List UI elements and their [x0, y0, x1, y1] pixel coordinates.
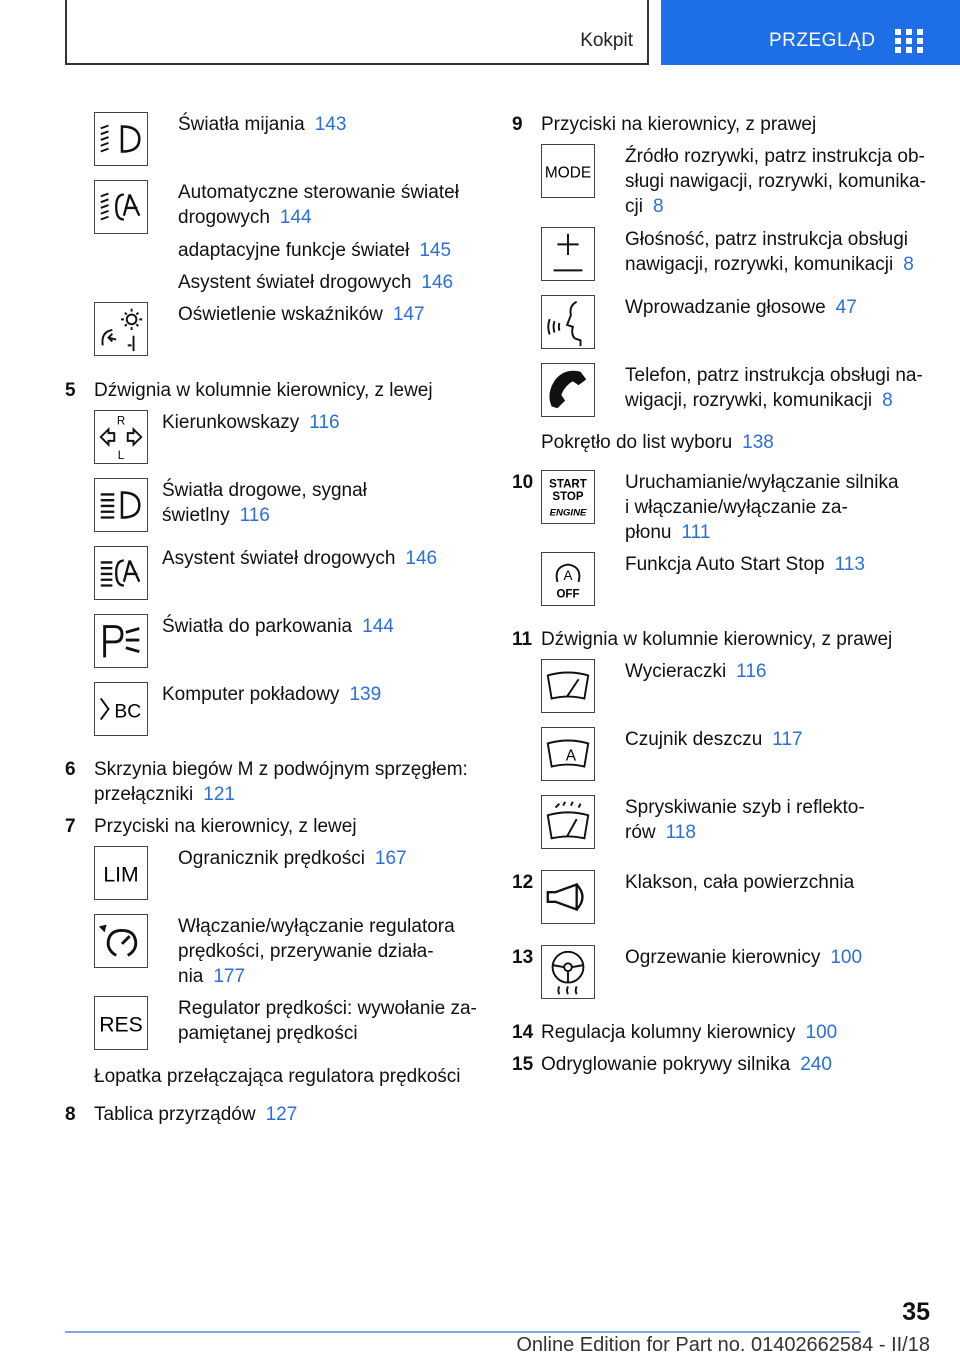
rain-sensor-label: Czujnik deszczu 117	[625, 729, 803, 750]
wiper-icon	[541, 659, 595, 713]
page-ref[interactable]: 117	[772, 729, 803, 750]
auto-high-beam-label-line2: drogowych 144	[178, 207, 312, 228]
page-ref[interactable]: 116	[239, 505, 270, 526]
speed-limiter-icon	[94, 846, 148, 900]
onboard-computer-icon	[94, 682, 148, 736]
resume-speed-label-line1: Regulator prędkości: wywołanie za-	[178, 998, 477, 1019]
steering-wheel-heating-icon	[541, 945, 595, 999]
phone-label-line1: Telefon, patrz instrukcja obsługi na-	[625, 365, 923, 386]
section-number: 15	[512, 1054, 534, 1075]
page-ref[interactable]: 8	[652, 196, 664, 217]
washer-icon	[541, 795, 595, 849]
voice-input-label: Wprowadzanie głosowe 47	[625, 297, 857, 318]
voice-input-icon	[541, 295, 595, 349]
section-number: 12	[512, 872, 534, 893]
header-tab-label: PRZEGLĄD	[769, 30, 876, 51]
wiper-label: Wycieraczki 116	[625, 661, 767, 682]
volume-label-line2: nawigacji, rozrywki, komunikacji 8	[625, 254, 914, 275]
rain-sensor-icon	[541, 727, 595, 781]
volume-icon	[541, 227, 595, 281]
icon-text-bc: BC	[114, 701, 142, 723]
instrument-lighting-label: Oświetlenie wskaźników 147	[178, 304, 425, 325]
parking-lights-icon	[94, 614, 148, 668]
section-number: 5	[65, 380, 76, 401]
onboard-computer-label: Komputer pokładowy 139	[162, 684, 382, 705]
footer-edition: Online Edition for Part no. 01402662584 - II/18	[516, 1334, 930, 1356]
auto-start-stop-label: Funkcja Auto Start Stop 113	[625, 554, 865, 575]
section-title: Skrzynia biegów M z podwójnym sprzęgłem:	[94, 759, 468, 780]
start-stop-engine-icon	[541, 470, 595, 524]
icon-text-stop: STOP	[552, 490, 584, 503]
icon-text-start: START	[549, 478, 587, 491]
cruise-control-label-line3: nia 177	[178, 966, 246, 987]
page-ref[interactable]: 47	[835, 297, 857, 318]
page-ref[interactable]: 127	[265, 1104, 298, 1125]
volume-label-line1: Głośność, patrz instrukcja obsługi	[625, 229, 909, 250]
section-number: 7	[65, 816, 76, 837]
page-ref[interactable]: 116	[736, 661, 767, 682]
horn-label: Klakson, cała powierzchnia	[625, 872, 855, 893]
entertainment-source-label-line1: Źródło rozrywki, patrz instrukcja ob-	[625, 146, 925, 167]
page-number: 35	[902, 1298, 930, 1326]
page-ref[interactable]: 113	[834, 554, 865, 575]
icon-text-off: OFF	[556, 588, 580, 601]
section-number: 10	[512, 472, 534, 493]
section-title: Tablica przyrządów 127	[94, 1104, 298, 1125]
auto-high-beam-label-line1: Automatyczne sterowanie świateł	[178, 182, 459, 203]
section-title: Dźwignia w kolumnie kierownicy, z lewej	[94, 380, 433, 401]
section-number: 11	[512, 629, 533, 650]
entertainment-source-label-line3: cji 8	[625, 196, 664, 217]
page-ref[interactable]: 146	[405, 548, 438, 569]
parking-lights-label: Światła do parkowania 144	[162, 616, 394, 637]
hood-release-label: Odryglowanie pokrywy silnika 240	[541, 1054, 832, 1075]
icon-letter-r: R	[116, 415, 126, 428]
section-number: 8	[65, 1104, 76, 1125]
section-number: 9	[512, 114, 523, 135]
page-ref[interactable]: 177	[213, 966, 246, 987]
turn-signal-icon	[94, 410, 148, 464]
cruise-control-label-line1: Włączanie/wyłączanie regulatora	[178, 916, 455, 937]
phone-label-line2: wigacji, rozrywki, komunikacji 8	[625, 390, 893, 411]
page-ref[interactable]: 111	[681, 522, 711, 543]
page-ref[interactable]: 116	[309, 412, 340, 433]
page-ref[interactable]: 8	[882, 390, 893, 411]
section-number: 14	[512, 1022, 534, 1043]
auto-start-stop-icon	[541, 552, 595, 606]
cruise-control-icon	[94, 914, 148, 968]
section-title-line2: przełączniki 121	[94, 784, 235, 805]
instrument-lighting-icon	[94, 302, 148, 356]
high-beam-assist-icon	[94, 546, 148, 600]
header-section-title: Kokpit	[580, 30, 633, 51]
section-number: 13	[512, 947, 534, 968]
entertainment-source-label-line2: sługi nawigacji, rozrywki, komunika-	[625, 171, 926, 192]
page-ref[interactable]: 144	[279, 207, 312, 228]
section-title: Przyciski na kierownicy, z prawej	[541, 114, 817, 135]
engine-start-label-line3: płonu 111	[625, 522, 711, 543]
washer-label-line2: rów 118	[625, 822, 696, 843]
steering-heating-label: Ogrzewanie kierownicy 100	[625, 947, 863, 968]
resume-speed-icon	[94, 996, 148, 1050]
cruise-control-label-line2: prędkości, przerywanie działa-	[178, 941, 434, 962]
section-title: Przyciski na kierownicy, z lewej	[94, 816, 357, 837]
high-beam-icon	[94, 478, 148, 532]
steering-column-label: Regulacja kolumny kierownicy 100	[541, 1022, 838, 1043]
high-beam-assist-label: Asystent świateł drogowych 146	[178, 272, 454, 293]
icon-text-a: A	[563, 567, 573, 583]
high-beam-label-line2: świetlny 116	[162, 505, 270, 526]
header-section-box	[65, 0, 649, 65]
icon-text-mode: MODE	[544, 164, 592, 182]
page-ref[interactable]: 167	[374, 848, 407, 869]
engine-start-label-line2: i włączanie/wyłączanie za-	[625, 497, 848, 518]
washer-label-line1: Spryskiwanie szyb i reflekto-	[625, 797, 865, 818]
page-ref[interactable]: 240	[800, 1054, 832, 1075]
adaptive-lights-label: adaptacyjne funkcje świateł 145	[178, 240, 452, 261]
page-ref[interactable]: 143	[314, 114, 347, 135]
page-ref[interactable]: 147	[392, 304, 425, 325]
page-ref[interactable]: 118	[665, 822, 696, 843]
header-tab-overview[interactable]	[661, 0, 960, 65]
page-ref[interactable]: 138	[742, 432, 774, 453]
page-ref[interactable]: 121	[203, 784, 235, 805]
icon-text-a: A	[565, 747, 577, 765]
page-ref[interactable]: 100	[805, 1022, 838, 1043]
turn-signal-label: Kierunkowskazy 116	[162, 412, 340, 433]
page-ref[interactable]: 146	[421, 272, 454, 293]
horn-icon	[541, 870, 595, 924]
icon-text-engine: ENGINE	[549, 507, 587, 519]
resume-speed-label-line2: pamiętanej prędkości	[178, 1023, 358, 1044]
mode-button-icon	[541, 144, 595, 198]
page-ref[interactable]: 8	[903, 254, 914, 275]
page-ref[interactable]: 100	[830, 947, 863, 968]
low-beam-label: Światła mijania 143	[178, 114, 347, 135]
grid-menu-icon	[895, 29, 923, 53]
high-beam-label-line1: Światła drogowe, sygnał	[162, 480, 367, 501]
high-beam-assist-label-2: Asystent świateł drogowych 146	[162, 548, 438, 569]
page-ref[interactable]: 139	[349, 684, 382, 705]
low-beam-icon	[94, 112, 148, 166]
phone-icon	[541, 363, 595, 417]
icon-letter-l: L	[117, 450, 125, 463]
auto-high-beam-icon	[94, 180, 148, 234]
icon-text-lim: LIM	[103, 863, 139, 887]
cruise-paddle-label: Łopatka przełączająca regulatora prędkości	[94, 1066, 461, 1087]
page-ref[interactable]: 144	[362, 616, 394, 637]
selection-dial-label: Pokrętło do list wyboru 138	[541, 432, 774, 453]
speed-limiter-label: Ogranicznik prędkości 167	[178, 848, 407, 869]
section-number: 6	[65, 759, 76, 780]
icon-text-res: RES	[99, 1013, 143, 1037]
page-ref[interactable]: 145	[419, 240, 452, 261]
section-title: Dźwignia w kolumnie kierownicy, z prawej	[541, 629, 893, 650]
engine-start-label-line1: Uruchamianie/wyłączanie silnika	[625, 472, 899, 493]
